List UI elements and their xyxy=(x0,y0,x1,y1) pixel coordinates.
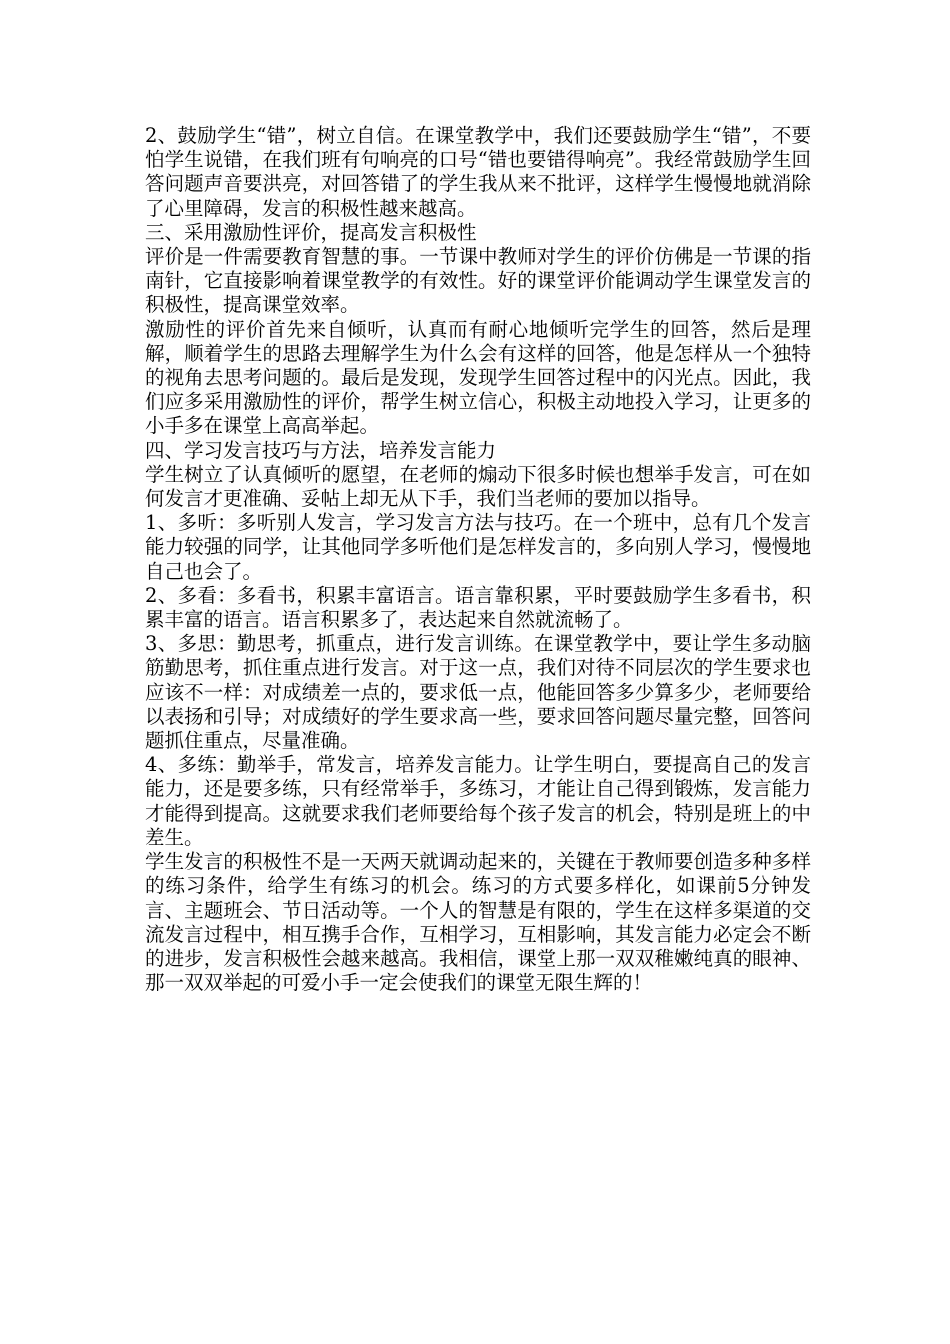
paragraph-encouraging-evaluation: 激励性的评价首先来自倾听，认真而有耐心地倾听完学生的回答，然后是理解，顺着学生的思路去理解学生为什么会有这样的回答，他是怎样从一个独特的视角去思考问题的。最后是发现，发现学生回答过程中的闪光点。因此，我们应多采用激励性的评价，帮学生树立信心，积极主动地投入学习，让更多的小手多在课堂上高高举起。 xyxy=(145,317,811,438)
section-heading-4: 四、学习发言技巧与方法，培养发言能力 xyxy=(145,438,497,462)
section-heading-3: 三、采用激励性评价，提高发言积极性 xyxy=(145,220,477,244)
paragraph-learning-skills: 学生树立了认真倾听的愿望，在老师的煽动下很多时候也想举手发言，可在如何发言才更准确、妥帖上却无从下手，我们当老师的要加以指导。 xyxy=(145,462,811,511)
paragraph-read-more: 2、多看：多看书，积累丰富语言。语言靠积累，平时要鼓励学生多看书，积累丰富的语言。语言积累多了，表达起来自然就流畅了。 xyxy=(145,583,811,632)
paragraph-evaluation: 评价是一件需要教育智慧的事。一节课中教师对学生的评价仿佛是一节课的指南针，它直接影响着课堂教学的有效性。好的课堂评价能调动学生课堂发言的积极性，提高课堂效率。 xyxy=(145,245,811,317)
paragraph-listen-more: 1、多听：多听别人发言，学习发言方法与技巧。在一个班中，总有几个发言能力较强的同学，让其他同学多听他们是怎样发言的，多向别人学习，慢慢地自己也会了。 xyxy=(145,511,811,583)
paragraph-encourage-mistakes: 2、鼓励学生“错”，树立自信。在课堂教学中，我们还要鼓励学生“错”，不要怕学生说错，在我们班有句响亮的口号“错也要错得响亮”。我经常鼓励学生回答问题声音要洪亮，对回答错了的学生我从来不批评，这样学生慢慢地就消除了心里障碍，发言的积极性越来越高。 xyxy=(145,124,811,220)
document-body xyxy=(145,124,811,995)
paragraph-practice-more: 4、多练：勤举手，常发言，培养发言能力。让学生明白，要提高自己的发言能力，还是要多练，只有经常举手，多练习，才能让自己得到锻炼，发言能力才能得到提高。这就要求我们老师要给每个孩子发言的机会，特别是班上的中差生。 xyxy=(145,753,811,849)
paragraph-think-more: 3、多思：勤思考，抓重点，进行发言训练。在课堂教学中，要让学生多动脑筋勤思考，抓住重点进行发言。对于这一点，我们对待不同层次的学生要求也应该不一样：对成绩差一点的，要求低一点，他能回答多少算多少，老师要给以表扬和引导；对成绩好的学生要求高一些，要求回答问题尽量完整，回答问题抓住重点，尽量准确。 xyxy=(145,632,811,753)
paragraph-conclusion: 学生发言的积极性不是一天两天就调动起来的，关键在于教师要创造多种多样的练习条件，给学生有练习的机会。练习的方式要多样化，如课前5分钟发言、主题班会、节日活动等。一个人的智慧是有限的，学生在这样多渠道的交流发言过程中，相互携手合作，互相学习，互相影响，其发言能力必定会不断的进步，发言积极性会越来越高。我相信，课堂上那一双双稚嫩纯真的眼神、那一双双举起的可爱小手一定会使我们的课堂无限生辉的！ xyxy=(145,850,811,995)
